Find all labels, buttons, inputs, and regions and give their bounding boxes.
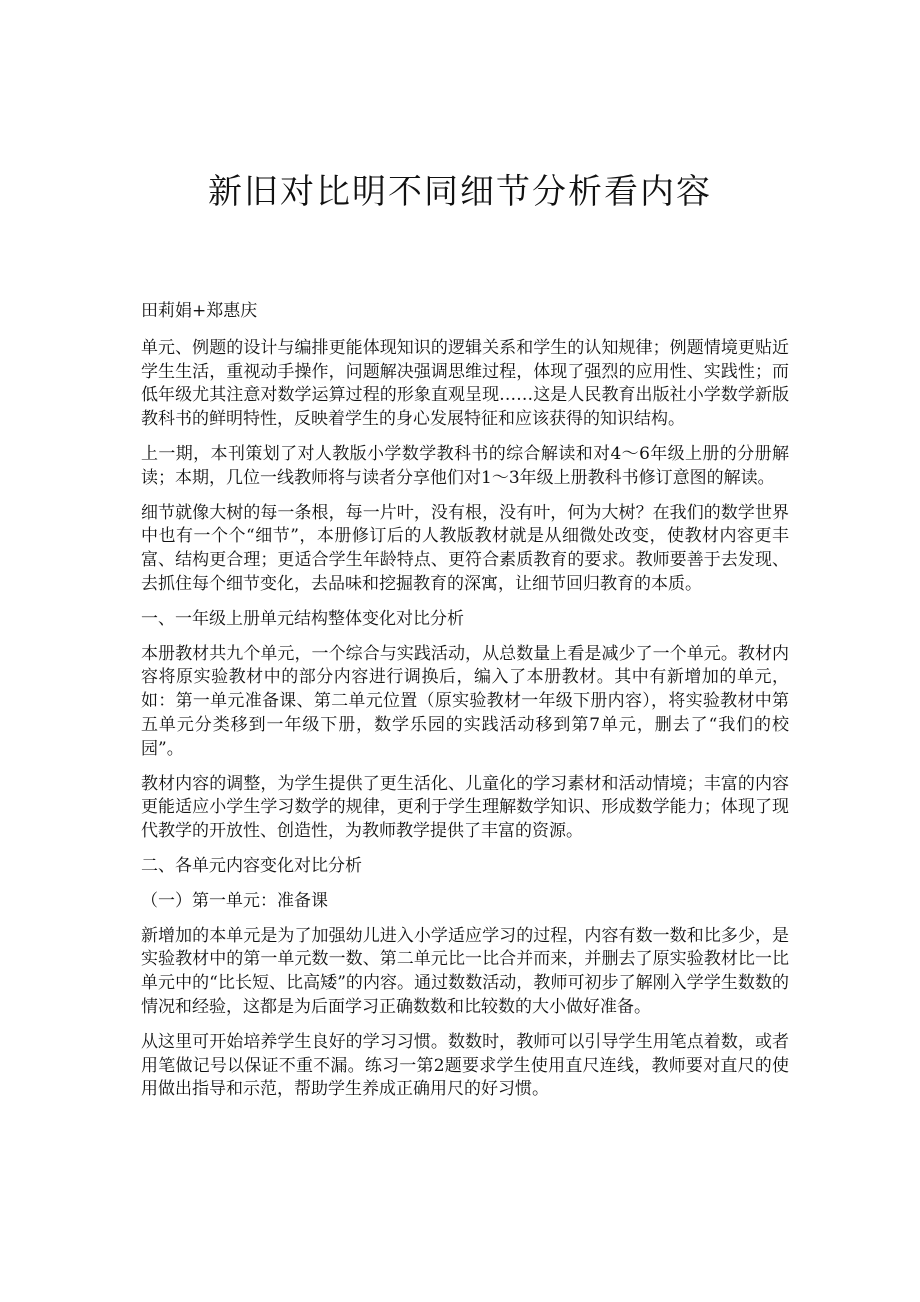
article-title: 新旧对比明不同细节分析看内容 xyxy=(208,172,712,212)
paragraph: 教材内容的调整，为学生提供了更生活化、儿童化的学习素材和活动情境；丰富的内容更能适应小学生学习数学的规律，更利于学生理解数学知识、形成数学能力；体现了现代教学的开放性、创造性，为教师教学提供了丰富的资源。 xyxy=(141,773,789,842)
paragraph: 新增加的本单元是为了加强幼儿进入小学适应学习的过程，内容有数一数和比多少，是实验教材中的第一单元数一数、第二单元比一比合并而来，并删去了原实验教材比一比单元中的“比长短、比高矮”的内容。通过数数活动，教师可初步了解刚入学学生数数的情况和经验，这都是为后面学习正确数数和比较数的大小做好准备。 xyxy=(141,925,789,1017)
section-heading: 一、一年级上册单元结构整体变化对比分析 xyxy=(141,608,464,629)
section-heading: 二、各单元内容变化对比分析 xyxy=(141,855,362,876)
paragraph: 本册教材共九个单元，一个综合与实践活动，从总数量上看是减少了一个单元。教材内容将原实验教材中的部分内容进行调换后，编入了本册教材。其中有新增加的单元，如：第一单元准备课、第二单元位置（原实验教材一年级下册内容），将实验教材中第五单元分类移到一年级下册，数学乐园的实践活动移到第7单元，删去了“我们的校园”。 xyxy=(141,643,789,759)
subsection-heading: （一）第一单元：准备课 xyxy=(141,890,328,911)
paragraph: 从这里可开始培养学生良好的学习习惯。数数时，教师可以引导学生用笔点着数，或者用笔做记号以保证不重不漏。练习一第2题要求学生使用直尺连线，教师要对直尺的使用做出指导和示范，帮助学生养成正确用尺的好习惯。 xyxy=(141,1031,789,1100)
paragraph: 细节就像大树的每一条根，每一片叶，没有根，没有叶，何为大树？在我们的数学世界中也有一个个“细节”，本册修订后的人教版教材就是从细微处改变，使教材内容更丰富、结构更合理；更适合学生年龄特点、更符合素质教育的要求。教师要善于去发现、去抓住每个细节变化，去品味和挖掘教育的深寓，让细节回归教育的本质。 xyxy=(141,502,789,594)
paragraph: 上一期，本刊策划了对人教版小学数学教科书的综合解读和对4～6年级上册的分册解读；本期，几位一线教师将与读者分享他们对1～3年级上册教科书修订意图的解读。 xyxy=(141,443,789,488)
author-line: 田莉娟+郑惠庆 xyxy=(141,301,258,321)
paragraph: 单元、例题的设计与编排更能体现知识的逻辑关系和学生的认知规律；例题情境更贴近学生生活，重视动手操作，问题解决强调思维过程，体现了强烈的应用性、实践性；而低年级尤其注意对数学运算过程的形象直观呈现……这是人民教育出版社小学数学新版教科书的鲜明特性，反映着学生的身心发展特征和应该获得的知识结构。 xyxy=(141,337,789,430)
article-body xyxy=(141,300,789,1113)
